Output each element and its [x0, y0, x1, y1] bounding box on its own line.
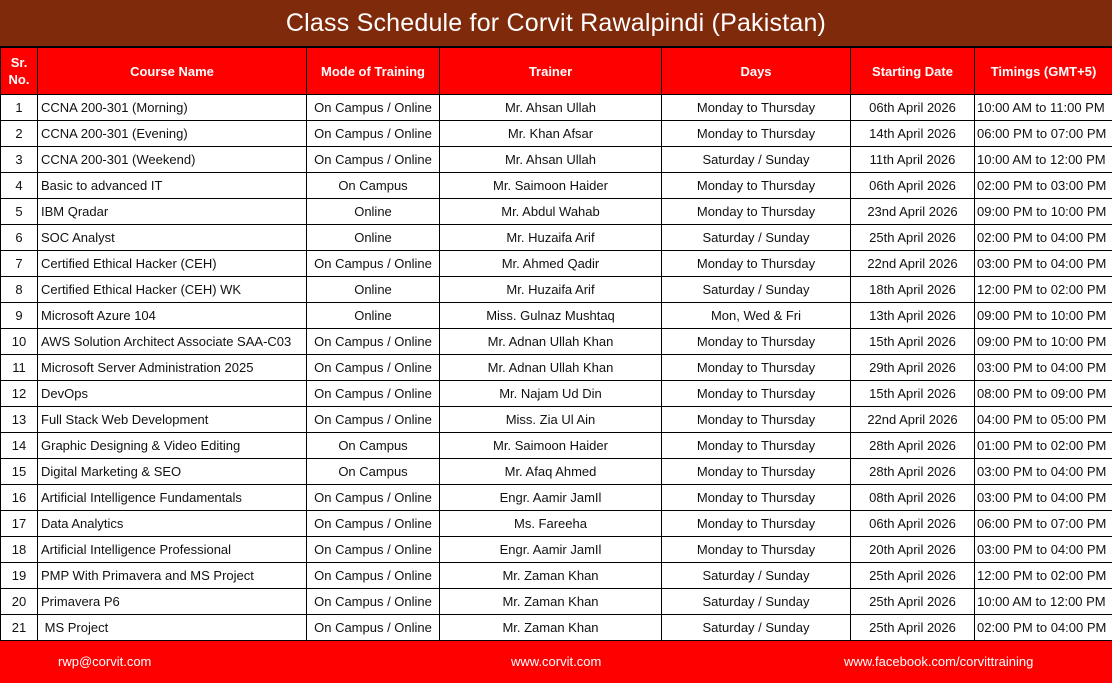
cell-days: Monday to Thursday	[662, 485, 851, 511]
table-row	[1, 407, 1112, 433]
cell-sr-no: 8	[1, 277, 38, 303]
cell-starting-date: 14th April 2026	[851, 121, 975, 147]
cell-trainer: Mr. Zaman Khan	[440, 563, 662, 589]
cell-trainer: Mr. Ahsan Ullah	[440, 95, 662, 121]
footer-website-link[interactable]: www.corvit.com	[511, 654, 602, 669]
cell-timings: 06:00 PM to 07:00 PM	[975, 121, 1112, 147]
cell-starting-date: 06th April 2026	[851, 511, 975, 537]
cell-mode-of-training: On Campus / Online	[307, 511, 440, 537]
table-row	[1, 355, 1112, 381]
cell-mode-of-training: On Campus / Online	[307, 381, 440, 407]
cell-starting-date: 25th April 2026	[851, 225, 975, 251]
cell-mode-of-training: On Campus / Online	[307, 407, 440, 433]
cell-mode-of-training: On Campus / Online	[307, 121, 440, 147]
cell-trainer: Miss. Zia Ul Ain	[440, 407, 662, 433]
cell-timings: 03:00 PM to 04:00 PM	[975, 485, 1112, 511]
cell-days: Monday to Thursday	[662, 173, 851, 199]
cell-sr-no: 19	[1, 563, 38, 589]
table-row	[1, 199, 1112, 225]
cell-days: Monday to Thursday	[662, 355, 851, 381]
cell-sr-no: 6	[1, 225, 38, 251]
table-row	[1, 381, 1112, 407]
cell-course-name: CCNA 200-301 (Weekend)	[38, 147, 307, 173]
cell-starting-date: 28th April 2026	[851, 433, 975, 459]
cell-trainer: Ms. Fareeha	[440, 511, 662, 537]
cell-course-name: SOC Analyst	[38, 225, 307, 251]
cell-sr-no: 16	[1, 485, 38, 511]
header-mode-of-training: Mode of Training	[307, 48, 440, 95]
cell-starting-date: 25th April 2026	[851, 589, 975, 615]
cell-days: Monday to Thursday	[662, 95, 851, 121]
cell-sr-no: 1	[1, 95, 38, 121]
cell-mode-of-training: On Campus / Online	[307, 589, 440, 615]
cell-mode-of-training: On Campus / Online	[307, 329, 440, 355]
cell-timings: 09:00 PM to 10:00 PM	[975, 303, 1112, 329]
table-row	[1, 589, 1112, 615]
cell-course-name: Certified Ethical Hacker (CEH) WK	[38, 277, 307, 303]
cell-course-name: Artificial Intelligence Fundamentals	[38, 485, 307, 511]
cell-starting-date: 29th April 2026	[851, 355, 975, 381]
table-row	[1, 433, 1112, 459]
cell-timings: 03:00 PM to 04:00 PM	[975, 355, 1112, 381]
page-title: Class Schedule for Corvit Rawalpindi (Pakistan)	[0, 0, 1112, 47]
cell-course-name: PMP With Primavera and MS Project	[38, 563, 307, 589]
cell-course-name: DevOps	[38, 381, 307, 407]
cell-mode-of-training: On Campus / Online	[307, 355, 440, 381]
cell-trainer: Miss. Gulnaz Mushtaq	[440, 303, 662, 329]
cell-course-name: CCNA 200-301 (Evening)	[38, 121, 307, 147]
cell-starting-date: 20th April 2026	[851, 537, 975, 563]
cell-timings: 02:00 PM to 04:00 PM	[975, 225, 1112, 251]
cell-course-name: Primavera P6	[38, 589, 307, 615]
cell-days: Monday to Thursday	[662, 537, 851, 563]
cell-days: Monday to Thursday	[662, 459, 851, 485]
cell-days: Monday to Thursday	[662, 433, 851, 459]
cell-mode-of-training: Online	[307, 277, 440, 303]
table-row	[1, 511, 1112, 537]
cell-sr-no: 7	[1, 251, 38, 277]
cell-sr-no: 10	[1, 329, 38, 355]
cell-course-name: Basic to advanced IT	[38, 173, 307, 199]
cell-mode-of-training: On Campus / Online	[307, 615, 440, 641]
table-row	[1, 277, 1112, 303]
cell-starting-date: 06th April 2026	[851, 173, 975, 199]
cell-days: Monday to Thursday	[662, 251, 851, 277]
cell-timings: 02:00 PM to 03:00 PM	[975, 173, 1112, 199]
cell-trainer: Mr. Khan Afsar	[440, 121, 662, 147]
cell-starting-date: 25th April 2026	[851, 615, 975, 641]
cell-sr-no: 21	[1, 615, 38, 641]
cell-course-name: Digital Marketing & SEO	[38, 459, 307, 485]
table-row	[1, 121, 1112, 147]
cell-timings: 12:00 PM to 02:00 PM	[975, 277, 1112, 303]
cell-course-name: Full Stack Web Development	[38, 407, 307, 433]
table-row	[1, 303, 1112, 329]
cell-sr-no: 2	[1, 121, 38, 147]
cell-trainer: Mr. Zaman Khan	[440, 589, 662, 615]
header-sr-no: Sr. No.	[1, 48, 38, 95]
cell-mode-of-training: Online	[307, 199, 440, 225]
cell-trainer: Mr. Adnan Ullah Khan	[440, 355, 662, 381]
cell-trainer: Mr. Afaq Ahmed	[440, 459, 662, 485]
cell-days: Saturday / Sunday	[662, 277, 851, 303]
cell-mode-of-training: On Campus / Online	[307, 95, 440, 121]
cell-mode-of-training: On Campus	[307, 433, 440, 459]
cell-course-name: CCNA 200-301 (Morning)	[38, 95, 307, 121]
cell-days: Saturday / Sunday	[662, 563, 851, 589]
cell-timings: 03:00 PM to 04:00 PM	[975, 251, 1112, 277]
cell-starting-date: 22nd April 2026	[851, 251, 975, 277]
cell-starting-date: 18th April 2026	[851, 277, 975, 303]
table-row	[1, 147, 1112, 173]
cell-mode-of-training: On Campus	[307, 173, 440, 199]
cell-trainer: Mr. Adnan Ullah Khan	[440, 329, 662, 355]
cell-timings: 09:00 PM to 10:00 PM	[975, 329, 1112, 355]
header-trainer: Trainer	[440, 48, 662, 95]
cell-days: Monday to Thursday	[662, 199, 851, 225]
table-row	[1, 615, 1112, 641]
table-row	[1, 329, 1112, 355]
cell-timings: 10:00 AM to 12:00 PM	[975, 147, 1112, 173]
cell-sr-no: 18	[1, 537, 38, 563]
cell-starting-date: 22nd April 2026	[851, 407, 975, 433]
cell-mode-of-training: On Campus / Online	[307, 251, 440, 277]
footer-facebook-link[interactable]: www.facebook.com/corvittraining	[844, 654, 1034, 669]
cell-days: Monday to Thursday	[662, 329, 851, 355]
footer-bar	[0, 640, 1112, 683]
table-row	[1, 95, 1112, 121]
cell-starting-date: 13th April 2026	[851, 303, 975, 329]
cell-sr-no: 5	[1, 199, 38, 225]
cell-mode-of-training: Online	[307, 225, 440, 251]
cell-starting-date: 15th April 2026	[851, 329, 975, 355]
cell-days: Saturday / Sunday	[662, 225, 851, 251]
header-timings: Timings (GMT+5)	[975, 48, 1112, 95]
cell-starting-date: 25th April 2026	[851, 563, 975, 589]
cell-starting-date: 08th April 2026	[851, 485, 975, 511]
cell-mode-of-training: On Campus / Online	[307, 485, 440, 511]
table-row	[1, 225, 1112, 251]
cell-days: Monday to Thursday	[662, 511, 851, 537]
cell-timings: 02:00 PM to 04:00 PM	[975, 615, 1112, 641]
table-header-row	[1, 48, 1112, 95]
cell-timings: 03:00 PM to 04:00 PM	[975, 459, 1112, 485]
cell-days: Saturday / Sunday	[662, 615, 851, 641]
cell-mode-of-training: Online	[307, 303, 440, 329]
cell-timings: 08:00 PM to 09:00 PM	[975, 381, 1112, 407]
cell-sr-no: 17	[1, 511, 38, 537]
cell-course-name: Certified Ethical Hacker (CEH)	[38, 251, 307, 277]
cell-trainer: Engr. Aamir JamIl	[440, 485, 662, 511]
cell-trainer: Mr. Saimoon Haider	[440, 173, 662, 199]
cell-timings: 09:00 PM to 10:00 PM	[975, 199, 1112, 225]
table-row	[1, 485, 1112, 511]
cell-trainer: Engr. Aamir JamIl	[440, 537, 662, 563]
cell-course-name: Data Analytics	[38, 511, 307, 537]
table-row	[1, 563, 1112, 589]
cell-course-name: Graphic Designing & Video Editing	[38, 433, 307, 459]
cell-sr-no: 13	[1, 407, 38, 433]
cell-sr-no: 11	[1, 355, 38, 381]
cell-sr-no: 14	[1, 433, 38, 459]
cell-course-name: IBM Qradar	[38, 199, 307, 225]
cell-trainer: Mr. Najam Ud Din	[440, 381, 662, 407]
cell-sr-no: 9	[1, 303, 38, 329]
cell-mode-of-training: On Campus / Online	[307, 537, 440, 563]
header-days: Days	[662, 48, 851, 95]
cell-trainer: Mr. Zaman Khan	[440, 615, 662, 641]
cell-mode-of-training: On Campus	[307, 459, 440, 485]
schedule-table	[0, 47, 1112, 641]
cell-sr-no: 15	[1, 459, 38, 485]
cell-days: Saturday / Sunday	[662, 147, 851, 173]
cell-timings: 01:00 PM to 02:00 PM	[975, 433, 1112, 459]
cell-starting-date: 06th April 2026	[851, 95, 975, 121]
cell-timings: 12:00 PM to 02:00 PM	[975, 563, 1112, 589]
cell-days: Monday to Thursday	[662, 407, 851, 433]
cell-trainer: Mr. Abdul Wahab	[440, 199, 662, 225]
cell-trainer: Mr. Huzaifa Arif	[440, 277, 662, 303]
cell-starting-date: 15th April 2026	[851, 381, 975, 407]
table-row	[1, 173, 1112, 199]
cell-timings: 04:00 PM to 05:00 PM	[975, 407, 1112, 433]
cell-trainer: Mr. Ahsan Ullah	[440, 147, 662, 173]
cell-timings: 06:00 PM to 07:00 PM	[975, 511, 1112, 537]
cell-sr-no: 3	[1, 147, 38, 173]
cell-trainer: Mr. Saimoon Haider	[440, 433, 662, 459]
cell-course-name: MS Project	[38, 615, 307, 641]
cell-course-name: AWS Solution Architect Associate SAA-C03	[38, 329, 307, 355]
cell-sr-no: 20	[1, 589, 38, 615]
header-starting-date: Starting Date	[851, 48, 975, 95]
cell-course-name: Microsoft Azure 104	[38, 303, 307, 329]
cell-timings: 03:00 PM to 04:00 PM	[975, 537, 1112, 563]
cell-trainer: Mr. Huzaifa Arif	[440, 225, 662, 251]
cell-days: Mon, Wed & Fri	[662, 303, 851, 329]
cell-timings: 10:00 AM to 11:00 PM	[975, 95, 1112, 121]
cell-course-name: Microsoft Server Administration 2025	[38, 355, 307, 381]
table-row	[1, 537, 1112, 563]
cell-course-name: Artificial Intelligence Professional	[38, 537, 307, 563]
cell-trainer: Mr. Ahmed Qadir	[440, 251, 662, 277]
cell-mode-of-training: On Campus / Online	[307, 563, 440, 589]
footer-email-link[interactable]: rwp@corvit.com	[58, 654, 152, 669]
cell-mode-of-training: On Campus / Online	[307, 147, 440, 173]
cell-timings: 10:00 AM to 12:00 PM	[975, 589, 1112, 615]
cell-sr-no: 4	[1, 173, 38, 199]
header-course-name: Course Name	[38, 48, 307, 95]
cell-sr-no: 12	[1, 381, 38, 407]
cell-days: Saturday / Sunday	[662, 589, 851, 615]
table-row	[1, 251, 1112, 277]
cell-starting-date: 23nd April 2026	[851, 199, 975, 225]
table-row	[1, 459, 1112, 485]
cell-days: Monday to Thursday	[662, 381, 851, 407]
cell-starting-date: 28th April 2026	[851, 459, 975, 485]
cell-days: Monday to Thursday	[662, 121, 851, 147]
cell-starting-date: 11th April 2026	[851, 147, 975, 173]
